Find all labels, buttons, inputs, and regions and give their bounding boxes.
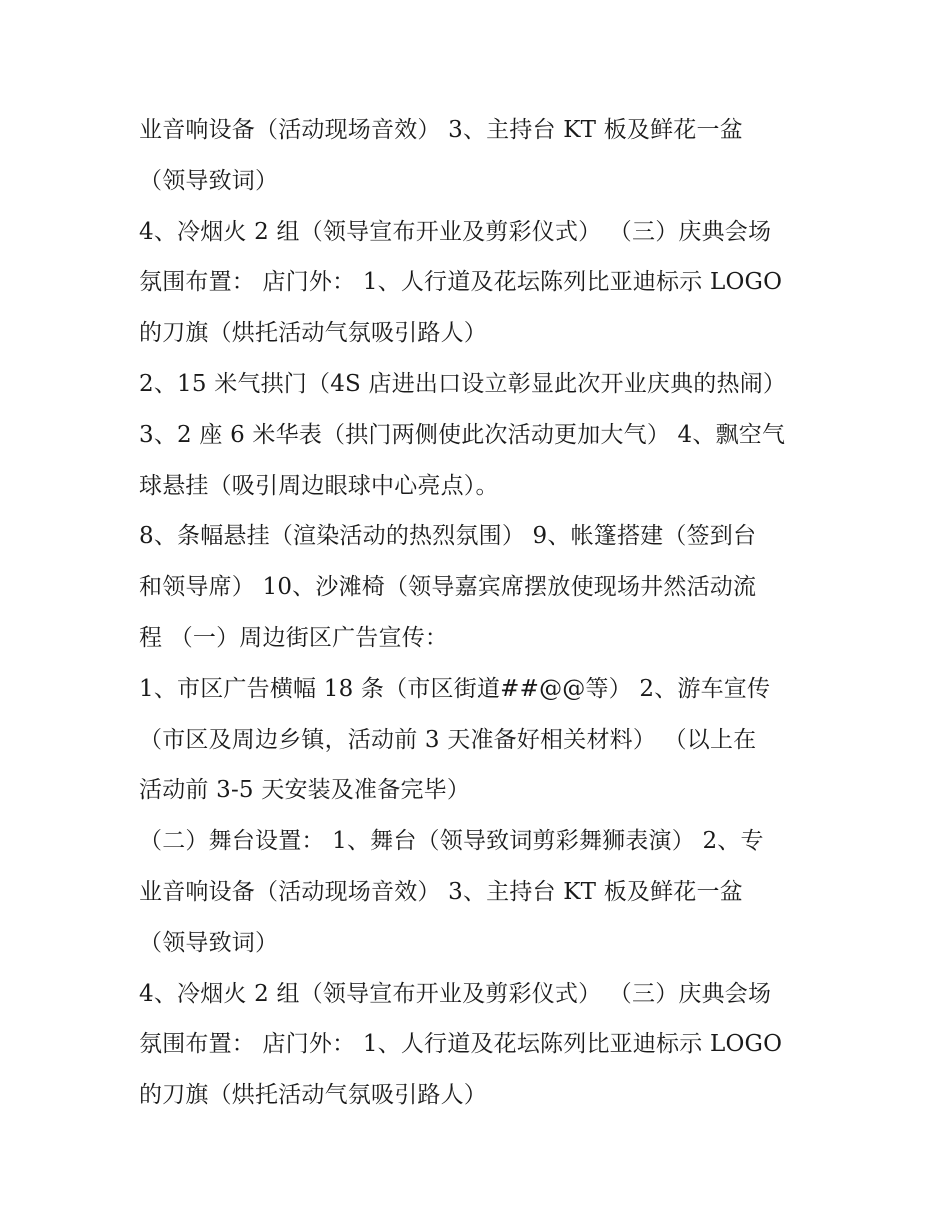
text-line: 氛围布置： 店门外： 1、人行道及花坛陈列比亚迪标示 LOGO — [139, 269, 783, 296]
text-line: 的刀旗（烘托活动气氛吸引路人） — [139, 320, 487, 347]
text-line: 4、冷烟火 2 组（领导宣布开业及剪彩仪式） （三）庆典会场 — [139, 218, 772, 245]
text-line: 的刀旗（烘托活动气氛吸引路人） — [139, 1082, 487, 1109]
text-line: 活动前 3-5 天安装及准备完毕） — [139, 777, 471, 804]
text-line: 4、冷烟火 2 组（领导宣布开业及剪彩仪式） （三）庆典会场 — [139, 980, 772, 1007]
text-line: 和领导席） 10、沙滩椅（领导嘉宾席摆放使现场井然活动流 — [139, 574, 757, 601]
text-line: 业音响设备（活动现场音效） 3、主持台 KT 板及鲜花一盆 — [139, 117, 743, 143]
text-line: 1、市区广告横幅 18 条（市区街道##@@等） 2、游车宣传 — [139, 675, 771, 702]
text-line: （领导致词） — [139, 167, 279, 194]
text-line: 8、条幅悬挂（渲染活动的热烈氛围） 9、帐篷搭建（签到台 — [139, 523, 757, 550]
text-line: 球悬挂（吸引周边眼球中心亮点）。 — [139, 472, 499, 499]
text-line: 程 （一）周边街区广告宣传： — [139, 624, 449, 651]
text-line: 3、2 座 6 米华表（拱门两侧使此次活动更加大气） 4、飘空气 — [139, 421, 786, 448]
text-line: 氛围布置： 店门外： 1、人行道及花坛陈列比亚迪标示 LOGO — [139, 1031, 783, 1058]
text-line: （领导致词） — [139, 929, 279, 956]
text-line: 业音响设备（活动现场音效） 3、主持台 KT 板及鲜花一盆 — [139, 878, 743, 905]
document-body — [139, 105, 829, 1121]
text-line: （二）舞台设置： 1、舞台（领导致词剪彩舞狮表演） 2、专 — [139, 828, 764, 855]
text-line: （市区及周边乡镇，活动前 3 天准备好相关材料） （以上在 — [139, 726, 757, 753]
text-line: 2、15 米气拱门（4S 店进出口设立彰显此次开业庆典的热闹） — [139, 370, 787, 397]
